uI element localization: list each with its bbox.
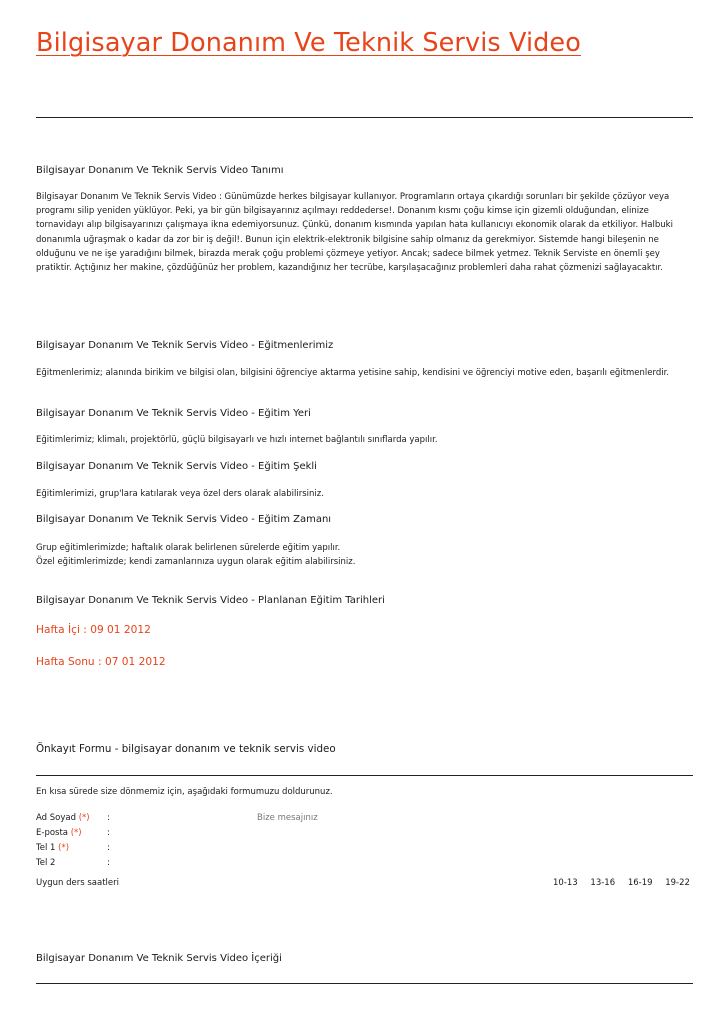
required-mark: (*) [58,843,70,853]
weekday-date: Hafta İçi : 09 01 2012 [36,624,151,636]
definition-body: Bilgisayar Donanım Ve Teknik Servis Video : Günümüzde herkes bilgisayar kullanıyor. Programların ortaya çıkardığı sorunları bir şekilde çözüyor veya programı silip yeniden yüklüyor. Peki, ya bir gün bilgisayarınız açılmayı reddederse!. Donanım kısmı çoğu kimse için gizemli olduğundan, elinize tornavidayı alıp bilgisayarınızı çalışmaya ikna edemiyorsunuz. Çünkü, donanım kısmında yapılan hata kullanıcıyı ekonomik olarak da etkiliyor. Halbuki donanımla uğraşmak o kadar da zor bir iş değil!. Bunun için elektrik-elektronik bilgisine sahip olmanız da gerekmiyor. Sistemde hangi bileşenin ne olduğunu ve ne işe yaradığını bilmek, birazda merak çoğu problemi çözmeye yetiyor. Ancak; sadece bilmek yetmez. Teknik Serviste en önemli şey pratiktir. Açtığınız her makine, çözdüğünüz her problem, kazandığınız her tecrübe, karşılaşacağınız problemleri daha rahat çözmenizi sağlayacaktır. [36,192,673,274]
format-body: Eğitimlerimizi, grup'lara katılarak veya özel ders olarak alabilirsiniz. [36,489,324,499]
dates-heading: Bilgisayar Donanım Ve Teknik Servis Video - Planlanan Eğitim Tarihleri [36,595,385,606]
field-colon: : [107,828,110,838]
tel1-label: Tel 1 [36,843,56,853]
slot-option[interactable]: 10-13 [553,878,578,888]
time-heading: Bilgisayar Donanım Ve Teknik Servis Video - Eğitim Zamanı [36,514,332,525]
slot-option[interactable]: 13-16 [590,878,616,888]
field-colon: : [107,843,110,853]
format-heading: Bilgisayar Donanım Ve Teknik Servis Video - Eğitim Şekli [36,461,317,472]
message-field[interactable]: Bize mesajınız [257,813,318,823]
form-intro: En kısa sürede size dönmemiz için, aşağıdaki formumuzu doldurunuz. [36,787,333,797]
time-group-line: Grup eğitimlerimizde; haftalık olarak belirlenen sürelerde eğitim yapılır. [36,543,341,553]
weekend-date: Hafta Sonu : 07 01 2012 [36,656,166,668]
field-colon: : [107,858,110,868]
place-body: Eğitimlerimiz; klimalı, projektörlü, güçlü bilgisayarlı ve hızlı internet bağlantılı sınıflarda yapılır. [36,435,438,445]
definition-heading: Bilgisayar Donanım Ve Teknik Servis Video Tanımı [36,165,284,176]
instructors-body: Eğitmenlerimiz; alanında birikim ve bilgisi olan, bilgisini öğrenciye aktarma yetisine sahip, kendisini ve öğrenciyi motive eden, başarılı eğitmenlerdir. [36,368,670,378]
content-divider [36,983,693,984]
tel2-label: Tel 2 [36,858,56,868]
time-slot-options [553,878,690,888]
title-divider [36,117,693,118]
slot-option[interactable]: 19-22 [665,878,690,888]
required-mark: (*) [70,828,82,838]
name-label: Ad Soyad [36,813,76,823]
field-colon: : [107,813,110,823]
instructors-heading: Bilgisayar Donanım Ve Teknik Servis Video - Eğitmenlerimiz [36,340,334,351]
form-heading: Önkayıt Formu - bilgisayar donanım ve teknik servis video [36,743,336,755]
place-heading: Bilgisayar Donanım Ve Teknik Servis Video - Eğitim Yeri [36,408,311,419]
email-label: E-posta [36,828,69,838]
content-heading: Bilgisayar Donanım Ve Teknik Servis Video İçeriği [36,953,282,964]
slot-option[interactable]: 16-19 [627,878,653,888]
form-divider [36,775,693,776]
time-private-line: Özel eğitimlerimizde; kendi zamanlarınıza uygun olarak eğitim alabilirsiniz. [36,557,356,567]
slots-label: Uygun ders saatleri [36,878,119,888]
required-mark: (*) [78,813,90,823]
page-title: Bilgisayar Donanım Ve Teknik Servis Video [36,28,581,58]
